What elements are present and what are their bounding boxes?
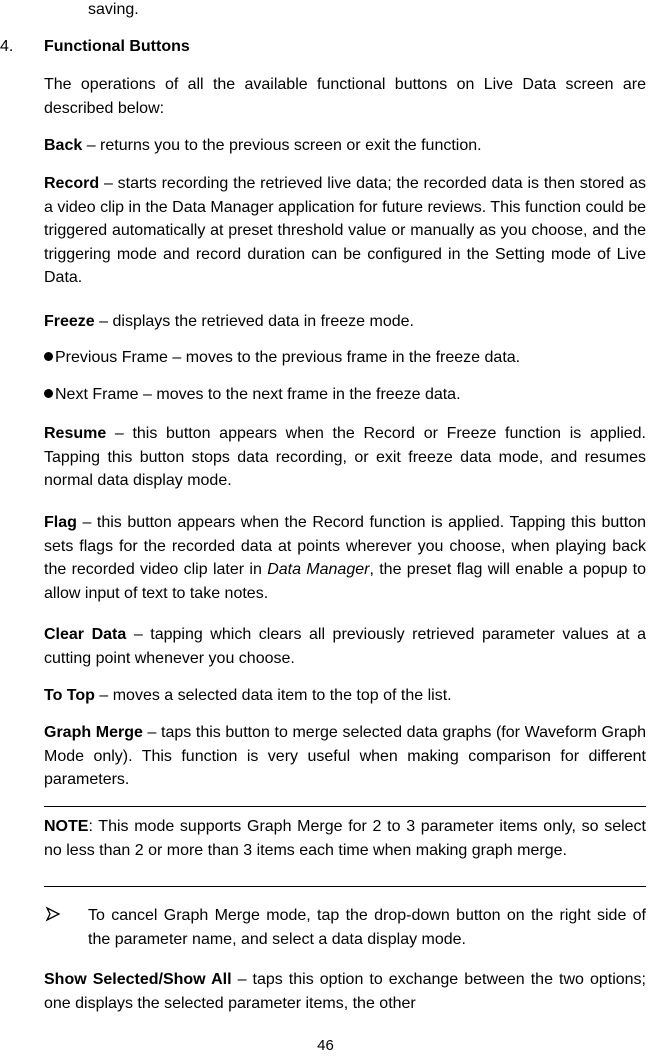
intro-paragraph: The operations of all the available functional buttons on Live Data screen are described below: xyxy=(44,76,646,117)
clear-data-description xyxy=(44,623,646,670)
bullet-item xyxy=(44,383,646,407)
back-text: – returns you to the previous screen or exit the function. xyxy=(82,137,482,154)
clear-data-text: – tapping which clears all previously retrieved parameter values at a cutting point whenever you choose. xyxy=(44,626,647,667)
show-selected-text: – taps this option to exchange between the two options; one displays the selected parameter items, the other xyxy=(44,971,646,1012)
bullet-dot-icon xyxy=(44,352,53,361)
freeze-text: – displays the retrieved data in freeze mode. xyxy=(94,313,414,330)
to-top-term: To Top xyxy=(44,687,95,704)
freeze-description xyxy=(44,310,646,334)
back-description xyxy=(44,134,646,158)
resume-text: – this button appears when the Record or Freeze function is applied. Tapping this button stops data recording, or exit freeze data mode, and resumes normal data display mode. xyxy=(44,425,646,489)
bullet-text: Previous Frame – moves to the previous frame in the freeze data. xyxy=(55,349,521,366)
section-number: 4. xyxy=(0,38,14,55)
flag-text-b: , the preset flag will enable a popup to allow input of text to take notes. xyxy=(44,561,647,602)
clear-data-term: Clear Data xyxy=(44,626,127,643)
record-description xyxy=(44,172,646,290)
to-top-text: – moves a selected data item to the top of the list. xyxy=(94,687,452,704)
note-box xyxy=(44,815,646,862)
page-number: 46 xyxy=(317,1037,334,1054)
record-term: Record xyxy=(44,175,100,192)
show-selected-description xyxy=(44,968,646,1015)
note-text: : This mode supports Graph Merge for 2 to 3 parameter items only, so select no less than 2 or more than 3 items each time when making graph merge. xyxy=(44,818,646,859)
arrowhead-bullet-icon xyxy=(44,905,62,923)
graph-merge-description xyxy=(44,721,646,792)
flag-term: Flag xyxy=(44,514,77,531)
graph-merge-term: Graph Merge xyxy=(44,724,143,741)
resume-term: Resume xyxy=(44,425,107,442)
back-term: Back xyxy=(44,137,83,154)
freeze-term: Freeze xyxy=(44,313,95,330)
note-label: NOTE xyxy=(44,818,89,835)
graph-merge-text: – taps this button to merge selected data graphs (for Waveform Graph Mode only). This function is very useful when making comparison for different parameters. xyxy=(44,724,647,788)
resume-description xyxy=(44,422,646,493)
note-top-divider xyxy=(44,806,646,807)
bullet-dot-icon xyxy=(44,389,53,398)
to-top-description xyxy=(44,684,646,708)
note-bottom-divider xyxy=(44,886,646,887)
section-title: Functional Buttons xyxy=(44,38,190,55)
bullet-item xyxy=(44,346,646,370)
show-selected-term: Show Selected/Show All xyxy=(44,971,232,988)
tip-text: To cancel Graph Merge mode, tap the drop-down button on the right side of the parameter name, and select a data display mode. xyxy=(88,907,646,948)
flag-text-a: – this button appears when the Record function is applied. Tapping this button sets flags for the recorded data at points wherever you choose, when playing back the recorded video clip later in xyxy=(44,514,646,578)
bullet-text: Next Frame – moves to the next frame in the freeze data. xyxy=(55,386,461,403)
record-text: – starts recording the retrieved live data; the recorded data is then stored as a video clip in the Data Manager application for future reviews. This function could be triggered automatically at preset threshold value or manually as you choose, and the triggering mode and record duration can be configured in the Setting mode of Live Data. xyxy=(44,175,646,286)
flag-description xyxy=(44,511,646,605)
top-fragment: saving. xyxy=(88,1,139,18)
flag-italic: Data Manager xyxy=(267,561,370,578)
